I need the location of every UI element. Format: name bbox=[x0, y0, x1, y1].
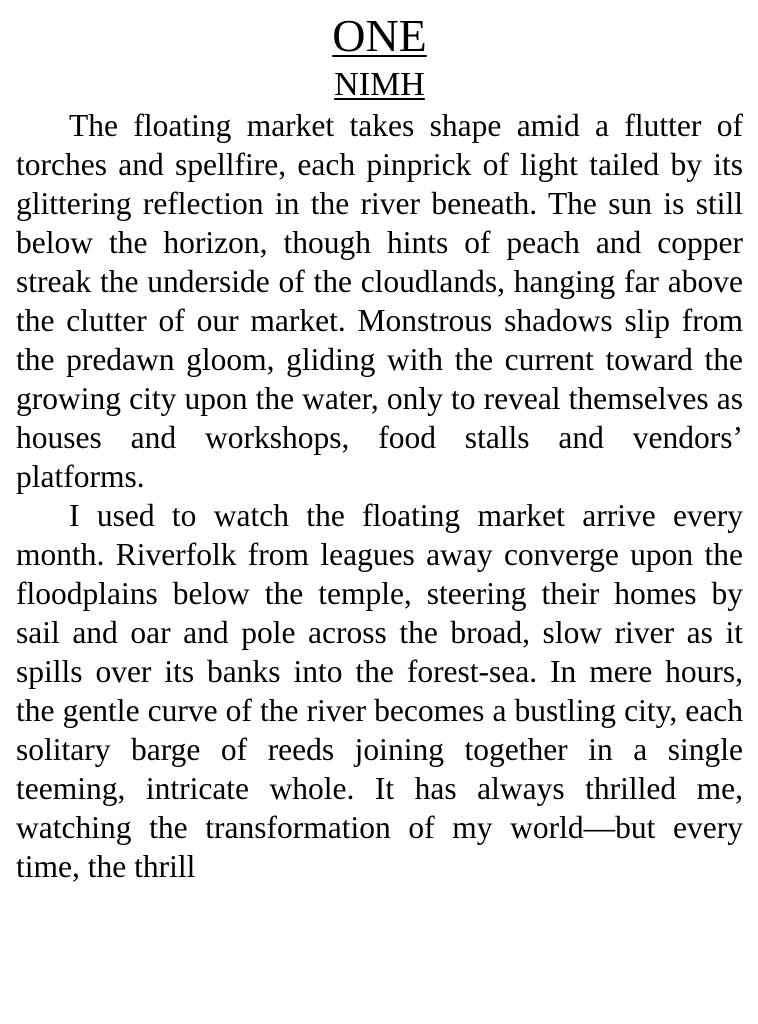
chapter-title: NIMH bbox=[334, 66, 425, 103]
book-page bbox=[16, 8, 743, 886]
chapter-number: ONE bbox=[332, 10, 427, 61]
paragraph-1: The floating market takes shape amid a flutter of torches and spellfire, each pinprick of light tailed by its glittering reflection in the river beneath. The sun is still below the horizon, though hints of peach and copper streak the underside of the cloudlands, hanging far above the clutter of our market. Monstrous shadows slip from the predawn gloom, gliding with the current toward the growing city upon the water, only to reveal themselves as houses and workshops, food stalls and vendors’ platforms. bbox=[16, 108, 743, 494]
paragraph-2: I used to watch the floating market arrive every month. Riverfolk from leagues away converge upon the floodplains below the temple, steering their homes by sail and oar and pole across the broad, slow river as it spills over its banks into the forest-sea. In mere hours, the gentle curve of the river becomes a bustling city, each solitary barge of reeds joining together in a single teeming, intricate whole. It has always thrilled me, watching the transformation of my world—but every time, the thrill bbox=[16, 498, 743, 884]
